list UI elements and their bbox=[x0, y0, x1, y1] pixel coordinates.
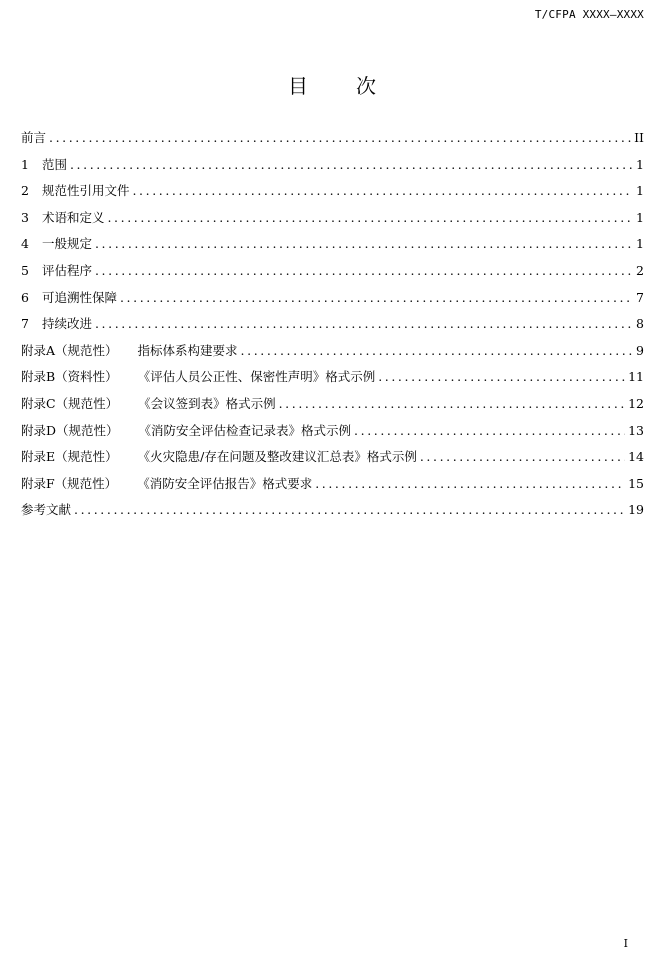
toc-entry-label: 规范性引用文件 bbox=[41, 183, 130, 199]
toc-leader-dots bbox=[70, 157, 633, 172]
toc-entry-label: 前言 bbox=[21, 130, 47, 145]
toc-entry-page: 2 bbox=[636, 262, 644, 278]
toc-leader-dots bbox=[95, 236, 633, 251]
toc-leader-dots bbox=[279, 396, 626, 411]
toc-entry-description: 《评估人员公正性、保密性声明》格式示例 bbox=[137, 369, 376, 385]
toc-entry-number: 3 bbox=[21, 209, 29, 225]
toc-entry-label: 可追溯性保障 bbox=[41, 289, 117, 305]
toc-entry-description: 《消防安全评估检查记录表》格式示例 bbox=[138, 422, 352, 438]
toc-entry-number: 5 bbox=[21, 262, 29, 278]
toc-leader-dots bbox=[107, 210, 633, 225]
document-code: T/CFPA XXXX—XXXX bbox=[534, 8, 644, 21]
toc-entry-label: 术语和定义 bbox=[41, 209, 105, 225]
toc-entry-4[interactable] bbox=[21, 234, 644, 261]
toc-entry-page: 12 bbox=[628, 395, 644, 411]
toc-entry-description: 《会议签到表》格式示例 bbox=[138, 395, 276, 411]
toc-entry-description: 《消防安全评估报告》格式要求 bbox=[137, 475, 313, 491]
toc-entry-label: 附录F（规范性） bbox=[21, 475, 118, 491]
toc-leader-dots bbox=[74, 502, 625, 517]
toc-entry-description: 指标体系构建要求 bbox=[137, 342, 238, 358]
toc-entry-7[interactable] bbox=[21, 314, 644, 341]
toc-leader-dots bbox=[132, 183, 633, 198]
toc-entry-foreword[interactable] bbox=[21, 128, 644, 155]
toc-entry-2[interactable] bbox=[21, 181, 644, 208]
toc-entry-label: 评估程序 bbox=[41, 262, 92, 278]
toc-leader-dots bbox=[95, 316, 633, 331]
toc-entry-label: 范围 bbox=[41, 156, 67, 172]
toc-entry-page: 13 bbox=[628, 422, 644, 438]
toc-entry-label: 参考文献 bbox=[21, 502, 72, 518]
toc-entry-description: 《火灾隐患/存在问题及整改建议汇总表》格式示例 bbox=[137, 449, 417, 465]
toc-leader-dots bbox=[315, 476, 625, 491]
toc-leader-dots bbox=[49, 130, 631, 145]
toc-leader-dots bbox=[95, 263, 633, 278]
toc-leader-dots bbox=[241, 343, 633, 358]
toc-entry-page: 1 bbox=[636, 183, 644, 199]
toc-entry-number: 2 bbox=[21, 183, 29, 199]
toc-entry-label: 附录A（规范性） bbox=[21, 342, 118, 358]
toc-leader-dots bbox=[420, 449, 625, 464]
toc-leader-dots bbox=[354, 423, 625, 438]
toc-entry-label: 附录E（规范性） bbox=[21, 449, 118, 465]
page-title-char-2: 次 bbox=[356, 74, 378, 98]
toc-entry-appendix-d[interactable] bbox=[21, 421, 644, 448]
toc-entry-appendix-f[interactable] bbox=[21, 474, 644, 501]
page-title-char-1: 目 bbox=[288, 74, 310, 98]
page-title bbox=[0, 70, 666, 99]
toc-entry-1[interactable] bbox=[21, 155, 644, 182]
toc-entry-number: 6 bbox=[21, 289, 29, 305]
toc-entry-number: 4 bbox=[21, 236, 29, 252]
toc-entry-label: 持续改进 bbox=[41, 316, 92, 332]
toc-entry-page: 9 bbox=[636, 342, 644, 358]
toc-entry-page: 1 bbox=[636, 209, 644, 225]
toc-entry-page: 7 bbox=[636, 289, 644, 305]
page-number: I bbox=[623, 937, 628, 950]
toc-entry-page: 8 bbox=[636, 316, 644, 332]
toc-entry-page: 14 bbox=[628, 449, 644, 465]
toc-entry-label: 附录B（资料性） bbox=[21, 369, 118, 385]
toc-entry-6[interactable] bbox=[21, 288, 644, 315]
toc-leader-dots bbox=[378, 369, 625, 384]
toc-entry-label: 附录D（规范性） bbox=[21, 422, 119, 438]
toc-entry-appendix-e[interactable] bbox=[21, 447, 644, 474]
toc-leader-dots bbox=[120, 290, 633, 305]
table-of-contents bbox=[21, 128, 644, 527]
toc-entry-page: 15 bbox=[628, 475, 644, 491]
toc-entry-number: 7 bbox=[21, 316, 29, 332]
toc-entry-page: 1 bbox=[636, 156, 644, 172]
toc-entry-appendix-b[interactable] bbox=[21, 367, 644, 394]
toc-entry-3[interactable] bbox=[21, 208, 644, 235]
toc-entry-appendix-c[interactable] bbox=[21, 394, 644, 421]
toc-entry-references[interactable] bbox=[21, 500, 644, 527]
toc-entry-label: 一般规定 bbox=[41, 236, 92, 252]
toc-entry-appendix-a[interactable] bbox=[21, 341, 644, 368]
toc-entry-page: 1 bbox=[636, 236, 644, 252]
toc-entry-page: 19 bbox=[628, 502, 644, 518]
toc-entry-5[interactable] bbox=[21, 261, 644, 288]
toc-entry-page: 11 bbox=[628, 369, 644, 385]
toc-entry-number: 1 bbox=[21, 156, 29, 172]
toc-entry-page: II bbox=[634, 130, 644, 145]
toc-entry-label: 附录C（规范性） bbox=[21, 395, 119, 411]
